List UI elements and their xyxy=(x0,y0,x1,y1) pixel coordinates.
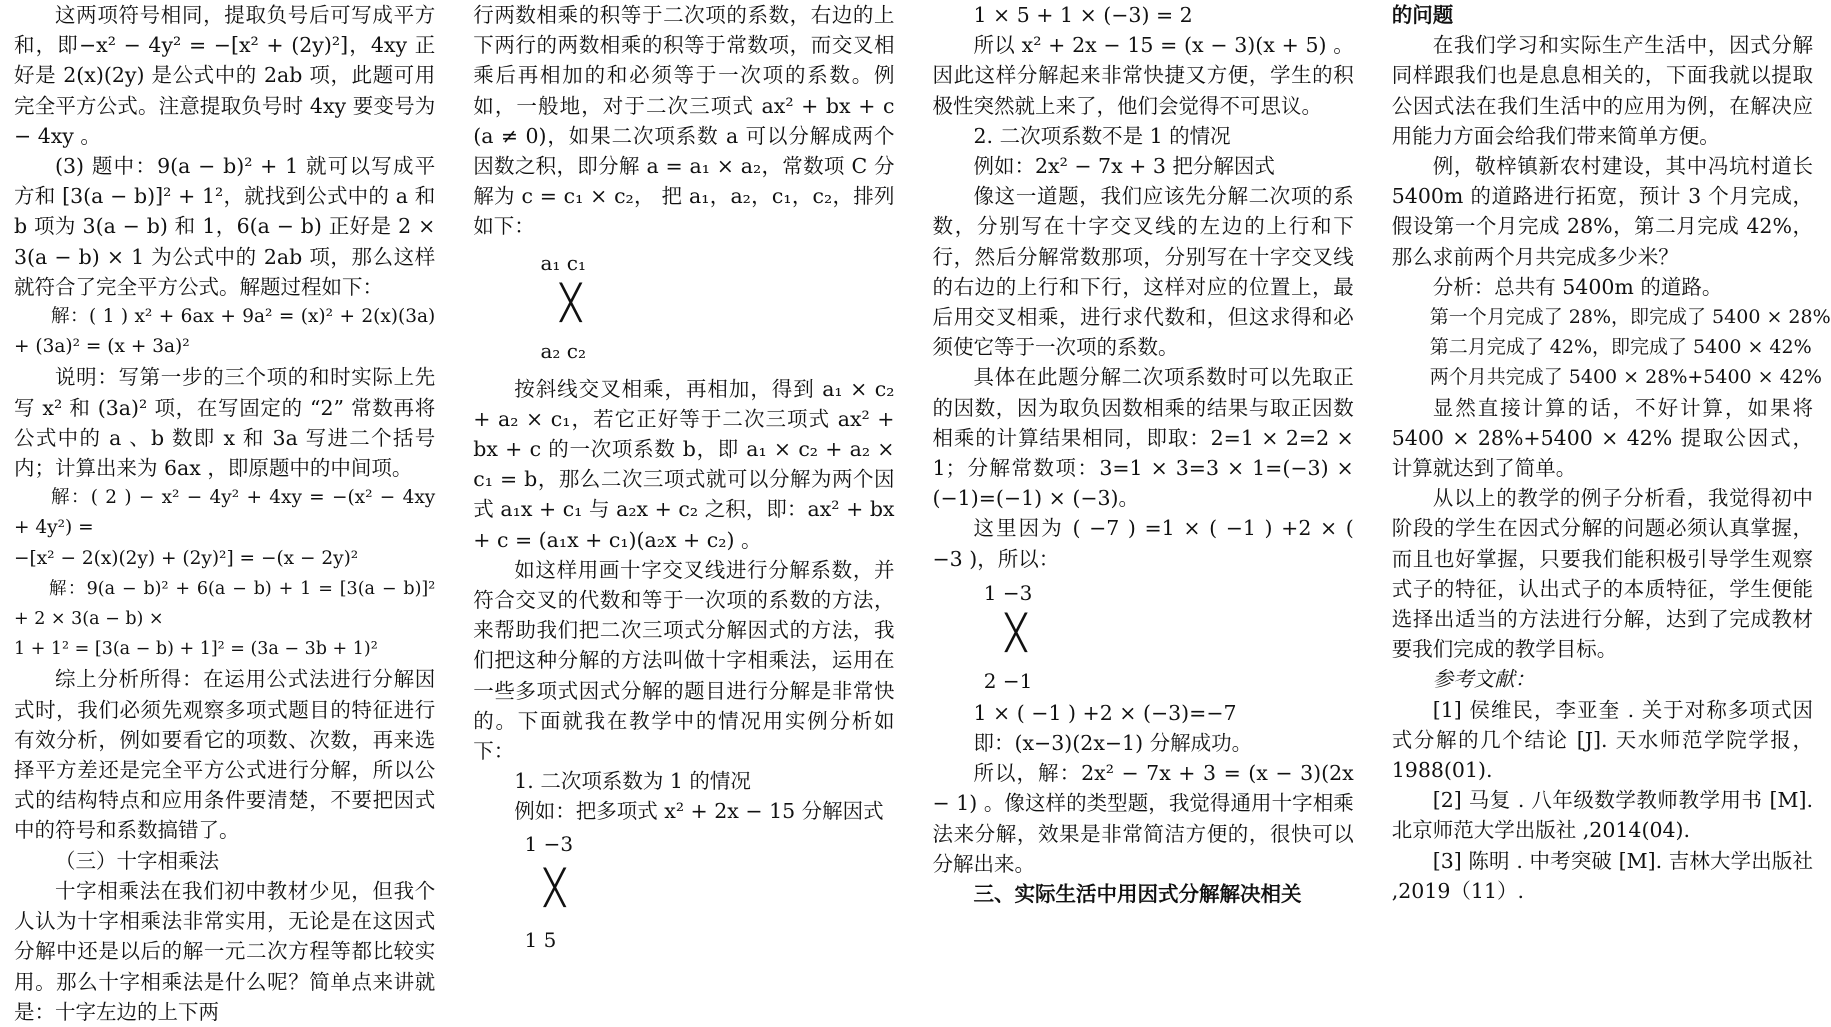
paragraph: 综上分析所得：在运用公式法进行分解因式时，我们必须先观察多项式题目的特征进行有效分析，例如要看它的项数、次数，再来选择平方差还是完全平方公式进行分解，所以公式的结构特点和应用条件要清楚，不要把因式中的符号和系数搞错了。 xyxy=(14,667,436,843)
cross-top-row: 1 −3 xyxy=(983,580,1033,605)
analysis-line: 第一个月完成了 28%，即完成了 5400 × 28% xyxy=(1429,306,1831,329)
paragraph: 所以 x² + 2x − 15 = (x − 3)(x + 5) 。因此这样分解起来非常快捷又方便，学生的积极性突然就上来了，他们会觉得不可思议。 xyxy=(932,33,1354,118)
paragraph: 十字相乘法在我们初中教材少见，但我个人认为十字相乘法非常实用，无论是在这因式分解中还是以后的解一元二次方程等都比较实用。那么十字相乘法是什么呢？简单点来讲就是：十字左边的上下两 xyxy=(14,878,436,1024)
cross-icon: ╳ xyxy=(1005,612,1027,653)
paragraph: (3) 题中：9(a − b)² + 1 就可以写成平方和 [3(a − b)]² + 1²，就找到公式中的 a 和 b 项为 3(a − b) 和 1，6(a − b) 正好是 2 × 3(a − b) × 1 为公式中的 2ab 项，那么这样就符合了完全平方公式。解题过程如下： xyxy=(14,154,436,299)
cross-top-row: a₁ c₁ xyxy=(540,250,587,275)
column-4 xyxy=(1391,0,1831,967)
reference-item: [2] 马复 . 八年级数学教师教学用书 [M]. 北京师范大学出版社 ,2014(04). xyxy=(1391,788,1813,843)
solution-line-continued: −[x² − 2(x)(2y) + (2y)²] = −(x − 2y)² xyxy=(14,547,359,569)
paragraph: 像这一道题，我们应该先分解二次项的系数，分别写在十字交叉线的左边的上行和下行，然后分解常数那项，分别写在十字交叉线的右边的上行和下行，这样对应的位置上，最后用交叉相乘，进行求代数和，但这求得和必须使它等于一次项的系数。 xyxy=(932,184,1354,360)
paragraph: 说明：写第一步的三个项的和时实际上先写 x² 和 (3a)² 项，在写固定的 “2” 常数再将公式中的 a 、b 数即 x 和 3a 写进二个括号内；计算出来为 6ax ，即原题中的中间项。 xyxy=(14,365,436,481)
column-3 xyxy=(933,0,1354,967)
analysis-line: 第二月完成了 42%，即完成了 5400 × 42% xyxy=(1429,336,1812,359)
cross-icon: ╳ xyxy=(544,867,565,908)
cross-multiplication-diagram xyxy=(525,827,895,957)
paragraph: 例，敬梓镇新农村建设，其中冯坑村道长 5400m 的道路进行拓宽，预计 3 个月完成，假设第一个月完成 28%，第二月完成 42%，那么求前两个月共完成多少米？ xyxy=(1391,154,1813,269)
paragraph: 如这样用画十字交叉线进行分解系数，并符合交叉的代数和等于一次项的系数的方法，来帮助我们把二次三项式分解因式的方法，我们把这种分解的方法叫做十字相乘法，运用在一些多项式因式分解的题目进行分解是非常快的。下面就我在教学中的情况用实例分析如下： xyxy=(473,557,895,764)
reference-item: [3] 陈明 . 中考突破 [M]. 吉林大学出版社 ,2019（11）. xyxy=(1391,848,1813,903)
example-line: 例如：把多项式 x² + 2x − 15 分解因式 xyxy=(514,799,884,824)
reference-item: [1] 侯维民，李亚奎 . 关于对称多项式因式分解的几个结论 [J]. 天水师范学院学报，1988(01). xyxy=(1391,697,1813,783)
example-line: 例如：2x² − 7x + 3 把分解因式 xyxy=(973,154,1275,179)
solution-line: 解：9(a − b)² + 6(a − b) + 1 = [3(a − b)]² + 2 × 3(a − b) × xyxy=(14,578,436,630)
solution-line: 解：( 2 ) − x² − 4y² + 4xy = −(x² − 4xy + 4y²) = xyxy=(14,487,436,539)
paragraph: 具体在此题分解二次项系数时可以先取正的因数，因为取负因数相乘的结果与取正因数相乘的计算结果相同，即取：2=1 × 2=2 × 1；分解常数项：3=1 × 3=3 × 1=(−3) × (−1)=(−1) × (−3)。 xyxy=(932,365,1354,511)
cross-bottom-row: 1 5 xyxy=(524,927,557,952)
paragraph: 这里因为 ( −7 ) =1 × ( −1 ) +2 × ( −3 )，所以： xyxy=(932,516,1354,571)
section-heading: 三、实际生活中用因式分解解决相关 xyxy=(973,882,1302,907)
subsection-heading: 2. 二次项系数不是 1 的情况 xyxy=(973,123,1231,148)
cross-top-row: 1 −3 xyxy=(524,831,574,856)
paragraph: 所以，解：2x² − 7x + 3 = (x − 3)(2x − 1) 。像这样的类型题，我觉得通用十字相乘法来分解，效果是非常简洁方便的，很快可以分解出来。 xyxy=(932,761,1354,876)
solution-line-continued: 1 + 1² = [3(a − b) + 1]² = (3a − 3b + 1)² xyxy=(14,639,378,660)
paragraph: 这两项符号相同，提取负号后可写成平方和，即−x² − 4y² = −[x² + (2y)²]，4xy 正好是 2(x)(2y) 是公式中的 2ab 项，此题可用完全平方公式。注意提取负号时 4xy 要变号为 − 4xy 。 xyxy=(14,3,436,148)
analysis-line: 分析：总共有 5400m 的道路。 xyxy=(1432,274,1723,299)
analysis-line: 两个月共完成了 5400 × 28%+5400 × 42% xyxy=(1429,366,1822,389)
equation-line: 1 × 5 + 1 × (−3) = 2 xyxy=(973,3,1193,27)
paragraph: 在我们学习和实际生产生活中，因式分解同样跟我们也是息息相关的，下面我就以提取公因式法在我们生活中的应用为例，在解决应用能力方面会给我们带来简单方便。 xyxy=(1391,33,1813,148)
equation-line: 1 × ( −1 ) +2 × (−3)=−7 xyxy=(973,700,1237,725)
cross-bottom-row: 2 −1 xyxy=(983,668,1033,693)
column-2 xyxy=(473,0,894,967)
references-title: 参考文献： xyxy=(1432,667,1536,692)
section-heading-continued: 的问题 xyxy=(1391,3,1454,27)
paragraph: 行两数相乘的积等于二次项的系数，右边的上下两行的两数相乘的积等于常数项，而交叉相乘后再相加的和必须等于一次项的系数。例如，一般地，对于二次三项式 ax² + bx + c (a ≠ 0)，如果二次项系数 a 可以分解成两个因数之积，即分解 a = a₁ × a₂，常数项 C 分解为 c = c₁ × c₂， 把 a₁，a₂，c₁，c₂，排列如下： xyxy=(473,3,895,239)
column-1 xyxy=(14,0,436,1024)
subsection-heading: 1. 二次项系数为 1 的情况 xyxy=(514,769,751,794)
section-heading: （三）十字相乘法 xyxy=(55,848,219,873)
result-line: 即：(x−3)(2x−1) 分解成功。 xyxy=(973,731,1253,756)
cross-multiplication-diagram xyxy=(984,574,1354,698)
paragraph: 显然直接计算的话，不好计算，如果将 5400 × 28%+5400 × 42% 提取公因式，计算就达到了简单。 xyxy=(1391,395,1813,481)
solution-line: 解：( 1 ) x² + 6ax + 9a² = (x)² + 2(x)(3a) + (3a)² = (x + 3a)² xyxy=(14,306,436,358)
paragraph: 从以上的教学的例子分析看，我觉得初中阶段的学生在因式分解的问题必须认真掌握，而且也好掌握，只要我们能积极引导学生观察式子的特征，认出式子的本质特征，学生便能选择出适当的方法进行分解，达到了完成教材要我们完成的教学目标。 xyxy=(1391,486,1813,662)
paragraph: 按斜线交叉相乘，再相加，得到 a₁ × c₂ + a₂ × c₁，若它正好等于二次三项式 ax² + bx + c 的一次项系数 b，即 a₁ × c₂ + a₂ × c₁ = b，那么二次三项式就可以分解为两个因式 a₁x + c₁ 与 a₂x + c₂ 之积，即：ax² + bx + c = (a₁x + c₁)(a₂x + c₂) 。 xyxy=(473,376,895,552)
cross-icon: ╳ xyxy=(560,282,581,323)
cross-multiplication-diagram xyxy=(525,242,895,374)
cross-bottom-row: a₂ c₂ xyxy=(540,338,587,363)
